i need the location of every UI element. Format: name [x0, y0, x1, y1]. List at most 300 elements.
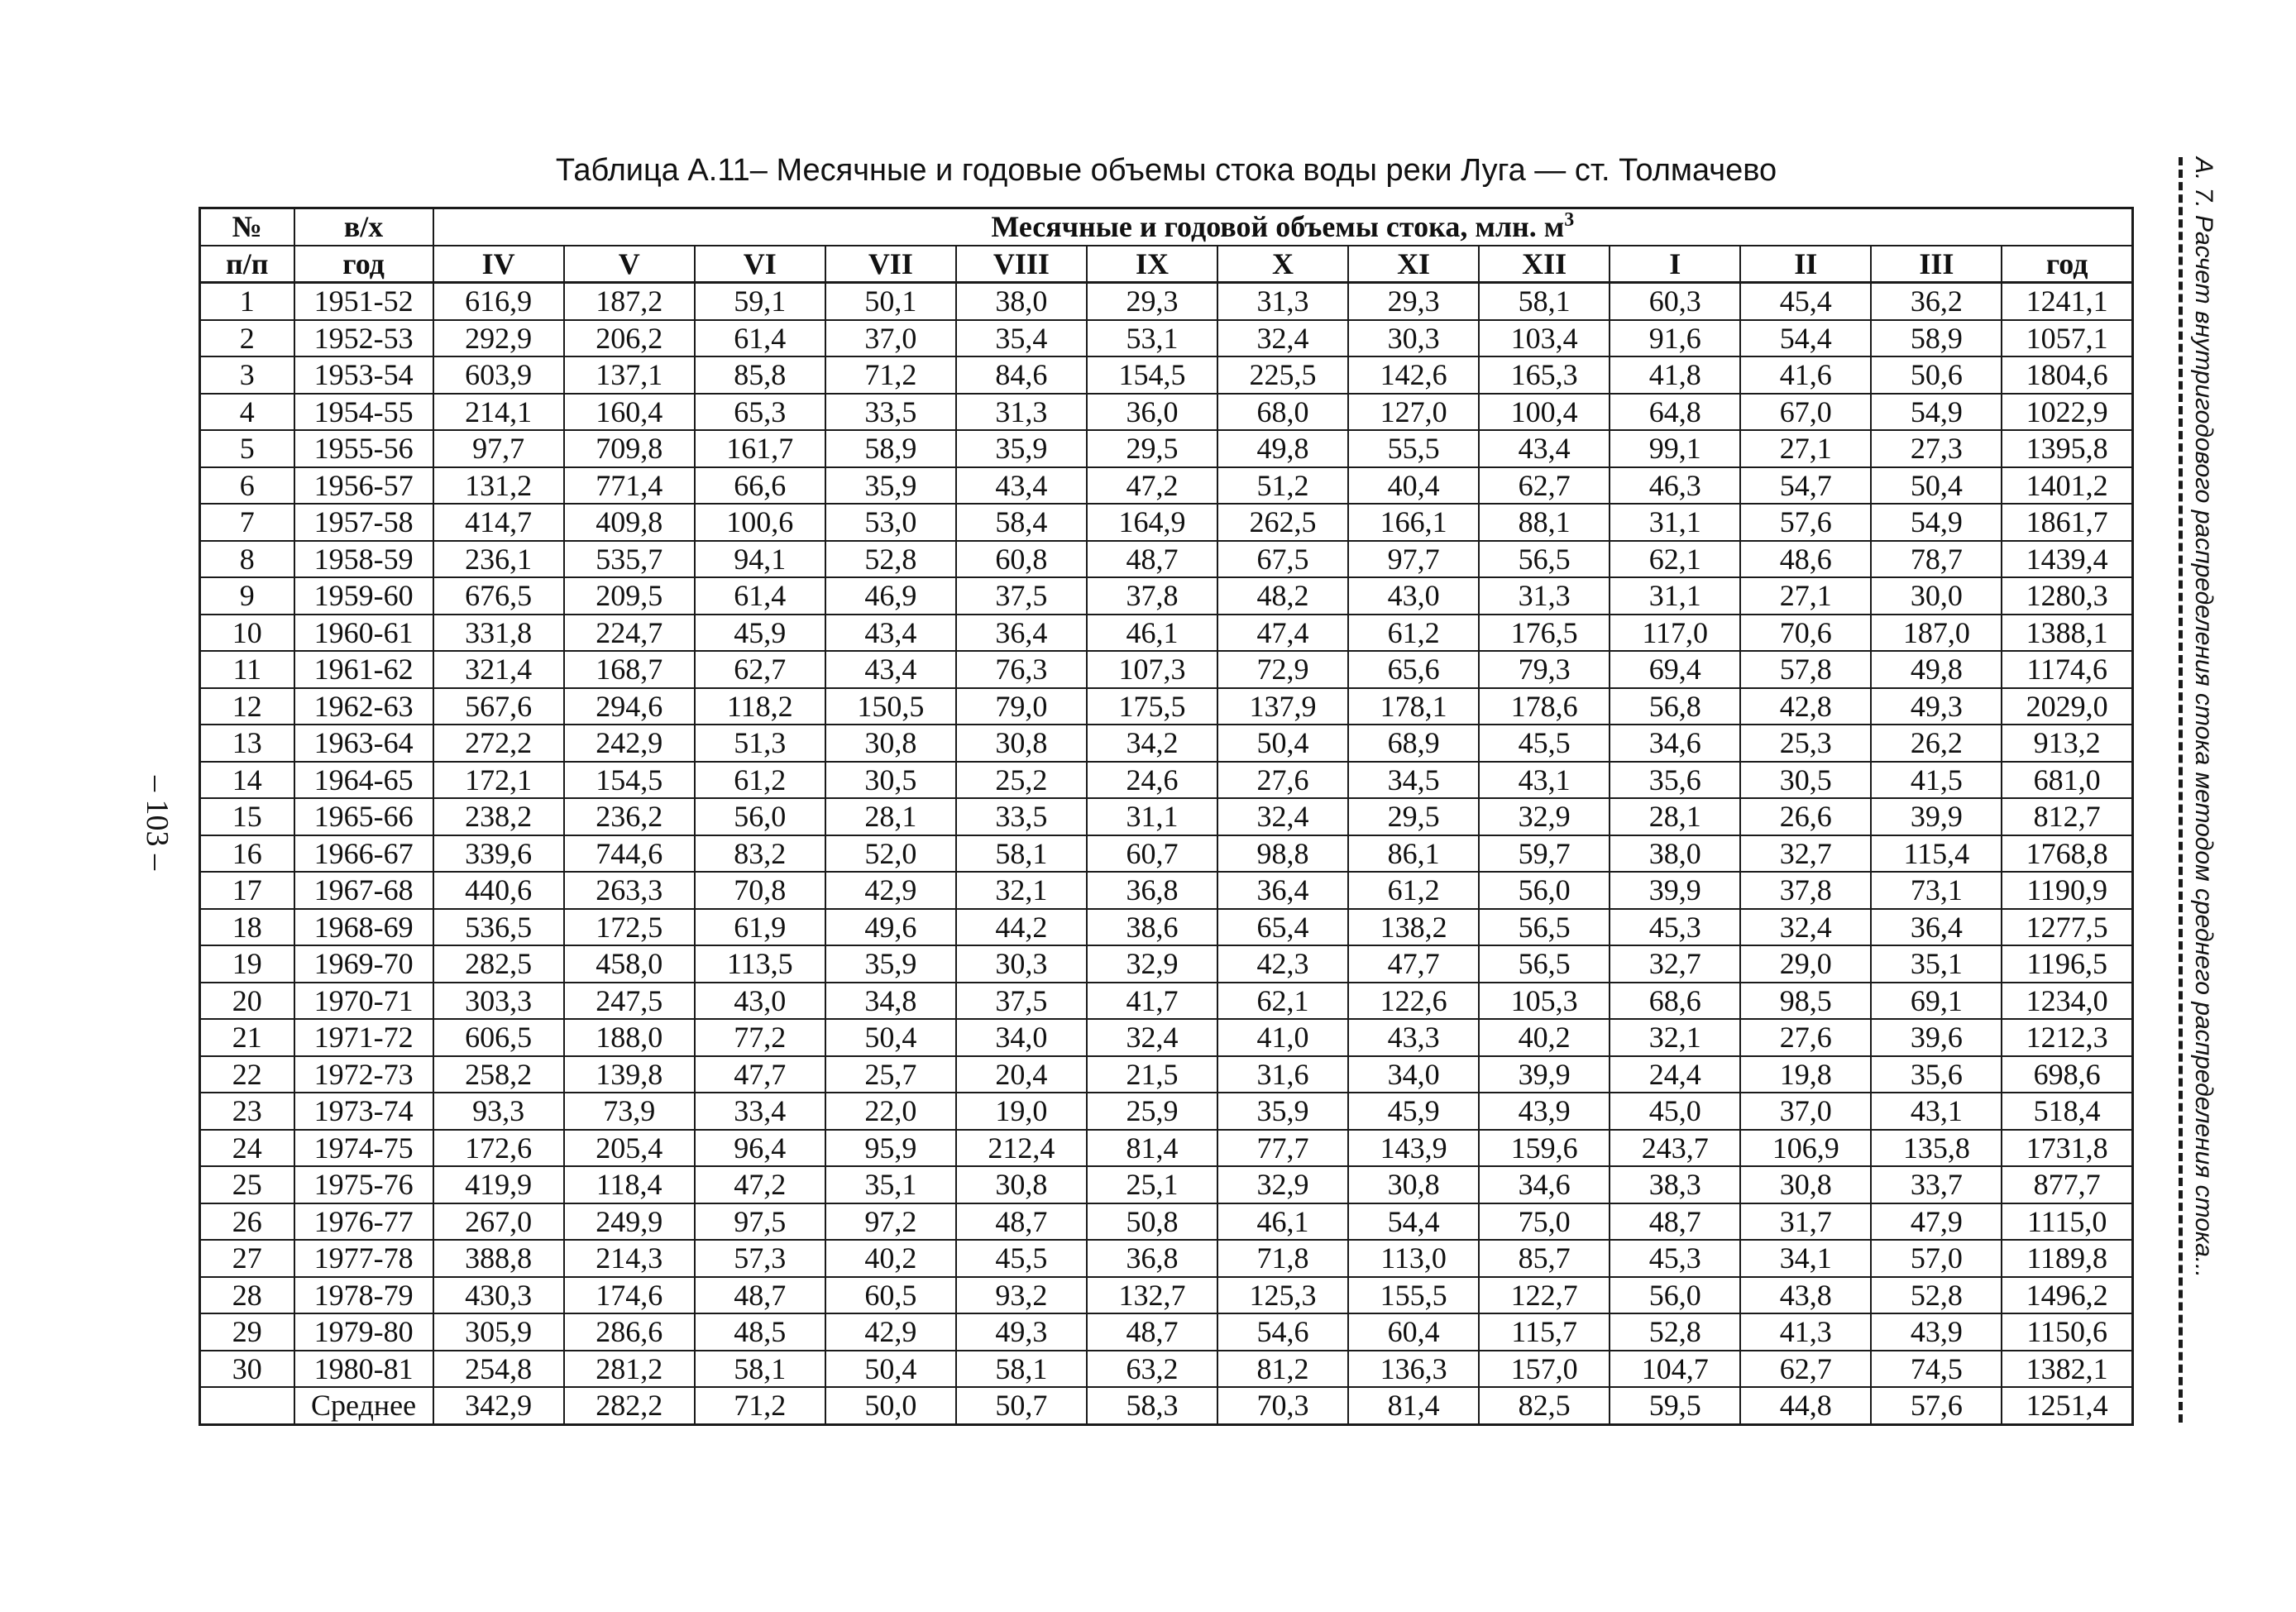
table-cell: 50,4: [825, 1351, 956, 1388]
table-cell: 62,1: [1610, 541, 1740, 578]
row-year: 1962-63: [294, 688, 433, 725]
table-cell: 40,2: [1479, 1019, 1610, 1056]
table-cell: 106,9: [1740, 1130, 1871, 1167]
table-cell: 25,2: [956, 762, 1087, 799]
table-cell: 70,6: [1740, 615, 1871, 652]
row-number: 9: [200, 577, 294, 615]
row-number: 5: [200, 430, 294, 467]
table-cell: 165,3: [1479, 356, 1610, 394]
table-cell: 698,6: [2002, 1056, 2132, 1093]
table-cell: 61,9: [695, 909, 825, 946]
row-number: 8: [200, 541, 294, 578]
table-cell: 97,5: [695, 1203, 825, 1241]
table-cell: 166,1: [1348, 504, 1479, 541]
table-cell: 1804,6: [2002, 356, 2132, 394]
mean-cell: 71,2: [695, 1387, 825, 1424]
table-cell: 419,9: [433, 1166, 564, 1203]
table-cell: 131,2: [433, 467, 564, 505]
table-cell: 155,5: [1348, 1277, 1479, 1314]
table-cell: 37,5: [956, 983, 1087, 1020]
runoff-table: [199, 207, 2134, 1426]
table-cell: 51,3: [695, 725, 825, 762]
table-row: [200, 651, 2133, 688]
table-cell: 58,1: [695, 1351, 825, 1388]
row-number: 18: [200, 909, 294, 946]
table-cell: 160,4: [564, 394, 695, 431]
table-cell: 79,3: [1479, 651, 1610, 688]
table-cell: 19,8: [1740, 1056, 1871, 1093]
table-cell: 305,9: [433, 1313, 564, 1351]
table-cell: 1174,6: [2002, 651, 2132, 688]
table-cell: 122,7: [1479, 1277, 1610, 1314]
table-cell: 61,4: [695, 320, 825, 357]
table-cell: 1241,1: [2002, 283, 2132, 320]
table-cell: 205,4: [564, 1130, 695, 1167]
table-cell: 68,0: [1217, 394, 1348, 431]
table-cell: 50,4: [1871, 467, 2002, 505]
table-cell: 238,2: [433, 798, 564, 835]
table-row: [200, 1277, 2133, 1314]
table-row: [200, 577, 2133, 615]
table-cell: 48,7: [956, 1203, 1087, 1241]
table-cell: 1401,2: [2002, 467, 2132, 505]
table-cell: 35,9: [825, 945, 956, 983]
running-header-rule: [2179, 157, 2183, 1423]
table-cell: 98,8: [1217, 835, 1348, 873]
header-month: VI: [695, 246, 825, 283]
table-cell: 24,6: [1087, 762, 1217, 799]
table-cell: 267,0: [433, 1203, 564, 1241]
table-cell: 24,4: [1610, 1056, 1740, 1093]
table-cell: 1388,1: [2002, 615, 2132, 652]
table-cell: 33,5: [956, 798, 1087, 835]
table-cell: 49,3: [1871, 688, 2002, 725]
table-cell: 99,1: [1610, 430, 1740, 467]
table-row: [200, 1203, 2133, 1241]
table-cell: 35,9: [825, 467, 956, 505]
table-cell: 39,9: [1479, 1056, 1610, 1093]
page-number-text: – 103 –: [140, 776, 175, 870]
table-cell: 36,8: [1087, 872, 1217, 909]
table-cell: 47,9: [1871, 1203, 2002, 1241]
row-year: 1951-52: [294, 283, 433, 320]
table-cell: 67,0: [1740, 394, 1871, 431]
table-cell: 1234,0: [2002, 983, 2132, 1020]
table-cell: 175,5: [1087, 688, 1217, 725]
table-cell: 388,8: [433, 1240, 564, 1277]
table-cell: 61,2: [1348, 872, 1479, 909]
table-cell: 606,5: [433, 1019, 564, 1056]
header-month: VIII: [956, 246, 1087, 283]
table-cell: 35,1: [1871, 945, 2002, 983]
table-cell: 25,7: [825, 1056, 956, 1093]
table-cell: 303,3: [433, 983, 564, 1020]
row-year: 1960-61: [294, 615, 433, 652]
table-row: [200, 1130, 2133, 1167]
table-cell: 93,2: [956, 1277, 1087, 1314]
table-cell: 812,7: [2002, 798, 2132, 835]
row-year: 1973-74: [294, 1093, 433, 1130]
table-cell: 88,1: [1479, 504, 1610, 541]
table-cell: 45,5: [956, 1240, 1087, 1277]
table-cell: 56,8: [1610, 688, 1740, 725]
table-cell: 113,0: [1348, 1240, 1479, 1277]
table-cell: 37,0: [1740, 1093, 1871, 1130]
table-cell: 38,0: [1610, 835, 1740, 873]
table-row: [200, 725, 2133, 762]
row-number: 6: [200, 467, 294, 505]
table-cell: 65,3: [695, 394, 825, 431]
table-cell: 30,5: [1740, 762, 1871, 799]
table-cell: 30,5: [825, 762, 956, 799]
table-cell: 62,1: [1217, 983, 1348, 1020]
table-cell: 43,3: [1348, 1019, 1479, 1056]
table-cell: 36,4: [1871, 909, 2002, 946]
table-cell: 53,1: [1087, 320, 1217, 357]
table-cell: 35,6: [1610, 762, 1740, 799]
header-year: в/х: [294, 208, 433, 246]
table-row: [200, 467, 2133, 505]
mean-cell: 70,3: [1217, 1387, 1348, 1424]
table-cell: 172,1: [433, 762, 564, 799]
table-cell: 1382,1: [2002, 1351, 2132, 1388]
table-cell: 430,3: [433, 1277, 564, 1314]
table-cell: 50,8: [1087, 1203, 1217, 1241]
table-cell: 37,0: [825, 320, 956, 357]
table-cell: 47,2: [1087, 467, 1217, 505]
table-cell: 104,7: [1610, 1351, 1740, 1388]
table-cell: 85,8: [695, 356, 825, 394]
table-cell: 48,5: [695, 1313, 825, 1351]
table-cell: 45,9: [1348, 1093, 1479, 1130]
row-number: 13: [200, 725, 294, 762]
table-cell: 33,5: [825, 394, 956, 431]
table-cell: 30,3: [1348, 320, 1479, 357]
table-cell: 212,4: [956, 1130, 1087, 1167]
table-cell: 236,1: [433, 541, 564, 578]
table-cell: 286,6: [564, 1313, 695, 1351]
table-cell: 34,8: [825, 983, 956, 1020]
table-cell: 69,4: [1610, 651, 1740, 688]
table-cell: 100,4: [1479, 394, 1610, 431]
table-cell: 81,2: [1217, 1351, 1348, 1388]
table-cell: 48,7: [695, 1277, 825, 1314]
table-cell: 54,4: [1348, 1203, 1479, 1241]
row-year: 1978-79: [294, 1277, 433, 1314]
table-cell: 1395,8: [2002, 430, 2132, 467]
table-cell: 1022,9: [2002, 394, 2132, 431]
table-row: [200, 872, 2133, 909]
table-cell: 43,0: [1348, 577, 1479, 615]
row-year: 1969-70: [294, 945, 433, 983]
mean-cell: 82,5: [1479, 1387, 1610, 1424]
table-cell: 28,1: [825, 798, 956, 835]
row-number: 25: [200, 1166, 294, 1203]
table-cell: 71,2: [825, 356, 956, 394]
table-cell: 77,2: [695, 1019, 825, 1056]
table-cell: 54,7: [1740, 467, 1871, 505]
table-cell: 36,2: [1871, 283, 2002, 320]
table-cell: 458,0: [564, 945, 695, 983]
table-cell: 49,8: [1871, 651, 2002, 688]
table-cell: 97,7: [433, 430, 564, 467]
table-row: [200, 762, 2133, 799]
table-cell: 178,6: [1479, 688, 1610, 725]
table-cell: 154,5: [564, 762, 695, 799]
table-cell: 29,3: [1348, 283, 1479, 320]
table-cell: 603,9: [433, 356, 564, 394]
table-cell: 48,6: [1740, 541, 1871, 578]
table-cell: 61,4: [695, 577, 825, 615]
header-month: IX: [1087, 246, 1217, 283]
table-cell: 225,5: [1217, 356, 1348, 394]
table-row: [200, 1019, 2133, 1056]
table-cell: 27,1: [1740, 577, 1871, 615]
table-cell: 214,3: [564, 1240, 695, 1277]
running-header-text: А. 7. Расчет внутригодового распределения стока методом среднего распределения стока...: [2190, 157, 2217, 1278]
row-year: 1968-69: [294, 909, 433, 946]
row-year: 1974-75: [294, 1130, 433, 1167]
table-cell: 93,3: [433, 1093, 564, 1130]
table-cell: 65,4: [1217, 909, 1348, 946]
table-cell: 50,6: [1871, 356, 2002, 394]
table-cell: 21,5: [1087, 1056, 1217, 1093]
table-cell: 58,4: [956, 504, 1087, 541]
table-cell: 36,4: [956, 615, 1087, 652]
row-year: 1956-57: [294, 467, 433, 505]
table-cell: 54,9: [1871, 394, 2002, 431]
table-cell: 142,6: [1348, 356, 1479, 394]
table-cell: 709,8: [564, 430, 695, 467]
row-number: 27: [200, 1240, 294, 1277]
running-header: [2177, 157, 2217, 1423]
table-cell: 32,7: [1740, 835, 1871, 873]
table-cell: 294,6: [564, 688, 695, 725]
mean-cell: 44,8: [1740, 1387, 1871, 1424]
table-cell: 105,3: [1479, 983, 1610, 1020]
table-cell: 43,4: [825, 651, 956, 688]
table-cell: 30,8: [1740, 1166, 1871, 1203]
header-number: №: [200, 208, 294, 246]
table-cell: 1115,0: [2002, 1203, 2132, 1241]
table-cell: 33,4: [695, 1093, 825, 1130]
table-cell: 43,9: [1479, 1093, 1610, 1130]
table-cell: 30,3: [956, 945, 1087, 983]
table-row: [200, 283, 2133, 320]
table-cell: 118,2: [695, 688, 825, 725]
table-cell: 56,0: [695, 798, 825, 835]
unit-superscript: 3: [1564, 209, 1575, 232]
table-cell: 91,6: [1610, 320, 1740, 357]
table-cell: 43,4: [1479, 430, 1610, 467]
table-cell: 26,6: [1740, 798, 1871, 835]
mean-cell: 342,9: [433, 1387, 564, 1424]
row-number: 29: [200, 1313, 294, 1351]
header-month: III: [1871, 246, 2002, 283]
row-year: 1957-58: [294, 504, 433, 541]
table-cell: 39,9: [1871, 798, 2002, 835]
table-cell: 118,4: [564, 1166, 695, 1203]
row-number: 3: [200, 356, 294, 394]
row-number: 11: [200, 651, 294, 688]
table-cell: 60,5: [825, 1277, 956, 1314]
table-row: [200, 983, 2133, 1020]
table-cell: 81,4: [1087, 1130, 1217, 1167]
table-cell: 161,7: [695, 430, 825, 467]
table-cell: 19,0: [956, 1093, 1087, 1130]
table-row: [200, 541, 2133, 578]
table-cell: 27,6: [1217, 762, 1348, 799]
row-year: 1963-64: [294, 725, 433, 762]
table-cell: 107,3: [1087, 651, 1217, 688]
table-cell: 40,2: [825, 1240, 956, 1277]
table-cell: 75,0: [1479, 1203, 1610, 1241]
table-cell: 50,1: [825, 283, 956, 320]
table-cell: 37,8: [1087, 577, 1217, 615]
table-cell: 136,3: [1348, 1351, 1479, 1388]
table-cell: 44,2: [956, 909, 1087, 946]
table-cell: 32,4: [1217, 798, 1348, 835]
table-cell: 164,9: [1087, 504, 1217, 541]
table-cell: 74,5: [1871, 1351, 2002, 1388]
table-row: [200, 1313, 2133, 1351]
table-cell: 49,8: [1217, 430, 1348, 467]
table-cell: 50,4: [825, 1019, 956, 1056]
table-cell: 29,5: [1087, 430, 1217, 467]
table-cell: 1212,3: [2002, 1019, 2132, 1056]
header-month: I: [1610, 246, 1740, 283]
table-cell: 127,0: [1348, 394, 1479, 431]
table-cell: 139,8: [564, 1056, 695, 1093]
table-cell: 157,0: [1479, 1351, 1610, 1388]
table-cell: 32,4: [1087, 1019, 1217, 1056]
mean-cell: 282,2: [564, 1387, 695, 1424]
table-cell: 26,2: [1871, 725, 2002, 762]
row-year: 1965-66: [294, 798, 433, 835]
row-year: 1958-59: [294, 541, 433, 578]
table-row: [200, 394, 2133, 431]
table-row: [200, 356, 2133, 394]
table-cell: 41,5: [1871, 762, 2002, 799]
mean-cell: 50,7: [956, 1387, 1087, 1424]
table-cell: 263,3: [564, 872, 695, 909]
mean-cell: 57,6: [1871, 1387, 2002, 1424]
table-cell: 49,3: [956, 1313, 1087, 1351]
table-cell: 47,7: [1348, 945, 1479, 983]
table-cell: 58,1: [956, 1351, 1087, 1388]
table-row: [200, 798, 2133, 835]
table-cell: 31,3: [1217, 283, 1348, 320]
table-cell: 53,0: [825, 504, 956, 541]
header-month: XI: [1348, 246, 1479, 283]
row-year: 1961-62: [294, 651, 433, 688]
table-cell: 143,9: [1348, 1130, 1479, 1167]
table-cell: 66,6: [695, 467, 825, 505]
header-group-label: [433, 208, 2133, 246]
row-year: 1971-72: [294, 1019, 433, 1056]
table-cell: 282,5: [433, 945, 564, 983]
table-cell: 50,4: [1217, 725, 1348, 762]
table-header: [200, 208, 2133, 283]
table-cell: 85,7: [1479, 1240, 1610, 1277]
table-cell: 94,1: [695, 541, 825, 578]
row-number: 1: [200, 283, 294, 320]
table-cell: 61,2: [695, 762, 825, 799]
row-number: 4: [200, 394, 294, 431]
row-number: 7: [200, 504, 294, 541]
table-cell: 258,2: [433, 1056, 564, 1093]
table-cell: 55,5: [1348, 430, 1479, 467]
header-month: X: [1217, 246, 1348, 283]
table-cell: 206,2: [564, 320, 695, 357]
table-row: [200, 835, 2133, 873]
table-cell: 236,2: [564, 798, 695, 835]
table-cell: 27,3: [1871, 430, 2002, 467]
row-number: 10: [200, 615, 294, 652]
table-cell: 36,4: [1217, 872, 1348, 909]
table-cell: 51,2: [1217, 467, 1348, 505]
table-cell: 57,6: [1740, 504, 1871, 541]
table-cell: 1189,8: [2002, 1240, 2132, 1277]
table-cell: 30,8: [956, 725, 1087, 762]
table-cell: 45,0: [1610, 1093, 1740, 1130]
table-cell: 56,5: [1479, 909, 1610, 946]
table-cell: 115,7: [1479, 1313, 1610, 1351]
table-cell: 65,6: [1348, 651, 1479, 688]
table-cell: 35,4: [956, 320, 1087, 357]
table-row: [200, 1166, 2133, 1203]
table-cell: 39,9: [1610, 872, 1740, 909]
table-cell: 38,6: [1087, 909, 1217, 946]
table-cell: 159,6: [1479, 1130, 1610, 1167]
table-cell: 39,6: [1871, 1019, 2002, 1056]
table-cell: 52,8: [1871, 1277, 2002, 1314]
row-number: 2: [200, 320, 294, 357]
row-year: 1977-78: [294, 1240, 433, 1277]
table-cell: 48,7: [1610, 1203, 1740, 1241]
table-cell: 49,6: [825, 909, 956, 946]
table-cell: 79,0: [956, 688, 1087, 725]
table-cell: 321,4: [433, 651, 564, 688]
table-cell: 54,6: [1217, 1313, 1348, 1351]
header-row-months: [200, 246, 2133, 283]
table-cell: 25,3: [1740, 725, 1871, 762]
table-cell: 100,6: [695, 504, 825, 541]
table-cell: 34,2: [1087, 725, 1217, 762]
table-cell: 115,4: [1871, 835, 2002, 873]
table-cell: 414,7: [433, 504, 564, 541]
table-cell: 52,0: [825, 835, 956, 873]
table-cell: 25,1: [1087, 1166, 1217, 1203]
group-label-text: Месячные и годовой объемы стока, млн. м: [991, 210, 1565, 244]
table-cell: 292,9: [433, 320, 564, 357]
table-cell: 339,6: [433, 835, 564, 873]
table-cell: 31,1: [1087, 798, 1217, 835]
table-body: [200, 283, 2133, 1425]
table-cell: 676,5: [433, 577, 564, 615]
table-cell: 71,8: [1217, 1240, 1348, 1277]
table-cell: 54,9: [1871, 504, 2002, 541]
table-cell: 68,9: [1348, 725, 1479, 762]
table-cell: 43,1: [1479, 762, 1610, 799]
table-cell: 2029,0: [2002, 688, 2132, 725]
table-cell: 43,4: [956, 467, 1087, 505]
table-cell: 41,6: [1740, 356, 1871, 394]
table-cell: 42,8: [1740, 688, 1871, 725]
table-cell: 56,5: [1479, 945, 1610, 983]
table-cell: 61,2: [1348, 615, 1479, 652]
table-cell: 41,7: [1087, 983, 1217, 1020]
